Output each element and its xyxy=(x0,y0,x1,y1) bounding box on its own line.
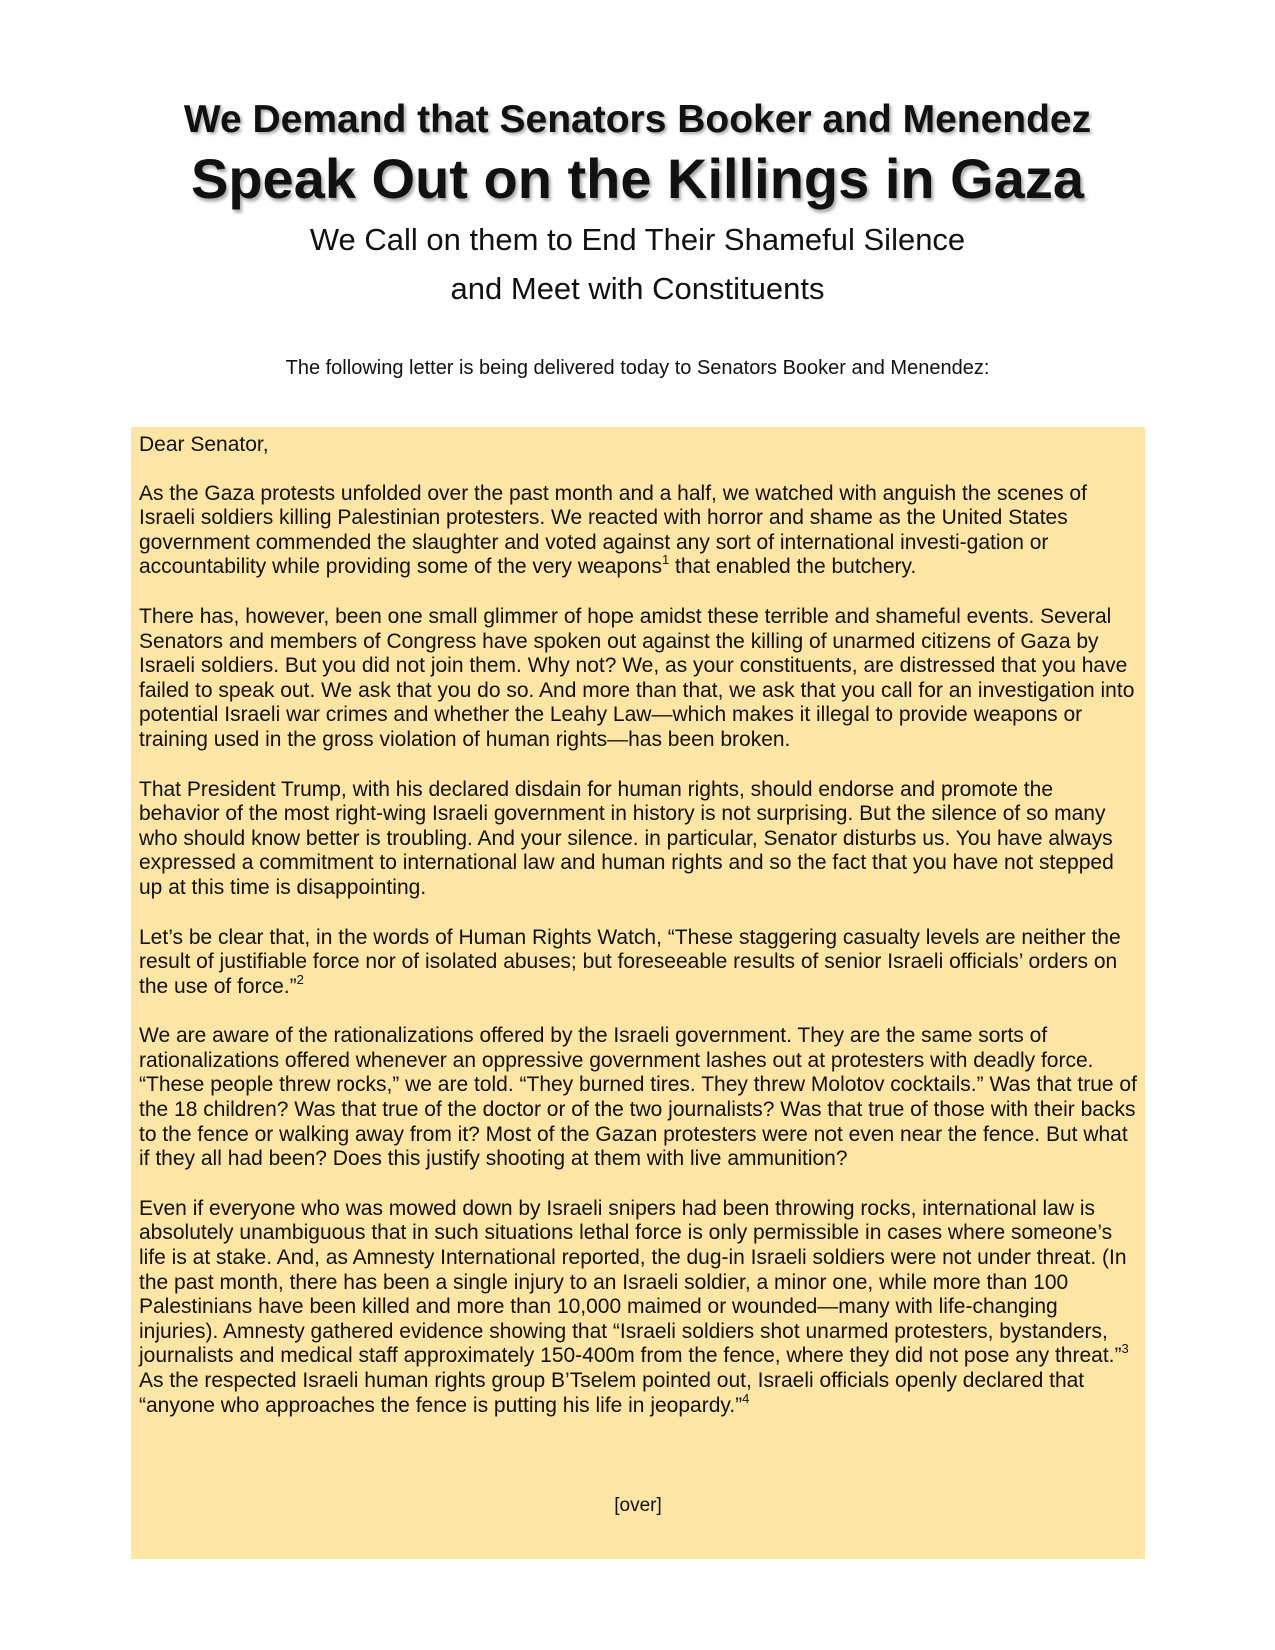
subheading-line-1: We Call on them to End Their Shameful Silence xyxy=(309,222,966,257)
letter-paragraph-2: There has, however, been one small glimmer of hope amidst these terrible and shameful events. Several Senators and members of Congress have spoken out against the killing of unarmed citizens of Gaza by Israeli soldiers. But you did not join them. Why not? We, as your constituents, are distressed that you have failed to speak out. We ask that you do so. And more than that, we ask that you call for an investigation into potential Israeli war crimes and whether the Leahy Law—which makes it illegal to provide weapons or training used in the gross violation of human rights—has been broken. xyxy=(139,604,1135,751)
over-marker: [over] xyxy=(614,1495,662,1516)
paragraph-6-text: Even if everyone who was mowed down by Israeli snipers had been throwing rocks, international law is absolutely unambiguous that in such situations lethal force is only permissible in cases where someone’s life is at stake. And, as Amnesty International reported, the dug-in Israeli soldiers were not under threat. (In the past month, there has been a single injury to an Israeli soldier, a minor one, while more than 100 Palestinians have been killed and more than 10,000 maimed or wounded—many with life-changing injuries). Amnesty gathered evidence showing that “Israeli soldiers shot unarmed protesters, bystanders, journalists and medical staff approximately 150-400m from the fence, where they did not pose any threat.” xyxy=(139,1196,1127,1368)
letter-paragraph-3: That President Trump, with his declared disdain for human rights, should endorse and promote the behavior of the most right-wing Israeli government in history is not surprising. But the silence of so many who should know better is troubling. And your silence. in particular, Senator disturbs us. You have always expressed a commitment to international law and human rights and so the fact that you have not stepped up at this time is disappointing. xyxy=(139,777,1114,899)
letter-paragraph-5: We are aware of the rationalizations offered by the Israeli government. They are the same sorts of rationalizations offered whenever an oppressive government lashes out at protesters with deadly force. “These people threw rocks,” we are told. “They burned tires. They threw Molotov cocktails.” Was that true of the 18 children? Was that true of the doctor or of the two journalists? Was that true of those with their backs to the fence or walking away from it? Most of the Gazan protesters were not even near the fence. But what if they all had been? Does this justify shooting at them with live ammunition? xyxy=(139,1024,1137,1171)
letter-salutation: Dear Senator, xyxy=(139,433,269,456)
paragraph-1-tail: that enabled the butchery. xyxy=(669,555,917,579)
paragraph-4-text: Let’s be clear that, in the words of Human Rights Watch, “These staggering casualty levels are neither the result of justifiable force nor of isolated abuses; but foreseeable results of senior Israeli officials’ orders on the use of force.” xyxy=(139,925,1121,998)
paragraph-6-middle: As the respected Israeli human rights group B’Tselem pointed out, Israeli officials openly declared that “anyone who approaches the fence is putting his life in jeopardy.” xyxy=(139,1369,1085,1417)
headline-senators: We Demand that Senators Booker and Menendez xyxy=(183,98,1092,141)
headline-main: Speak Out on the Killings in Gaza xyxy=(190,147,1085,210)
letter-paragraph-6 xyxy=(139,1197,1139,1418)
subheading-line-2: and Meet with Constituents xyxy=(450,271,825,306)
letter-paragraph-1 xyxy=(139,482,1139,580)
paragraph-1-text: As the Gaza protests unfolded over the past month and a half, we watched with anguish the scenes of Israeli soldiers killing Palestinian protesters. We reacted with horror and shame as the United States government commended the slaughter and voted against any sort of international investi-gation or accountability while providing some of the very weapons xyxy=(139,481,1087,579)
letter-paragraph-4 xyxy=(139,926,1139,1000)
footnote-ref-2: 2 xyxy=(296,971,304,987)
footnote-ref-4: 4 xyxy=(742,1390,750,1406)
footnote-ref-3: 3 xyxy=(1121,1341,1129,1357)
intro-line: The following letter is being delivered today to Senators Booker and Menendez: xyxy=(285,357,990,379)
letter-box xyxy=(131,427,1145,1559)
footnote-ref-1: 1 xyxy=(661,552,670,568)
